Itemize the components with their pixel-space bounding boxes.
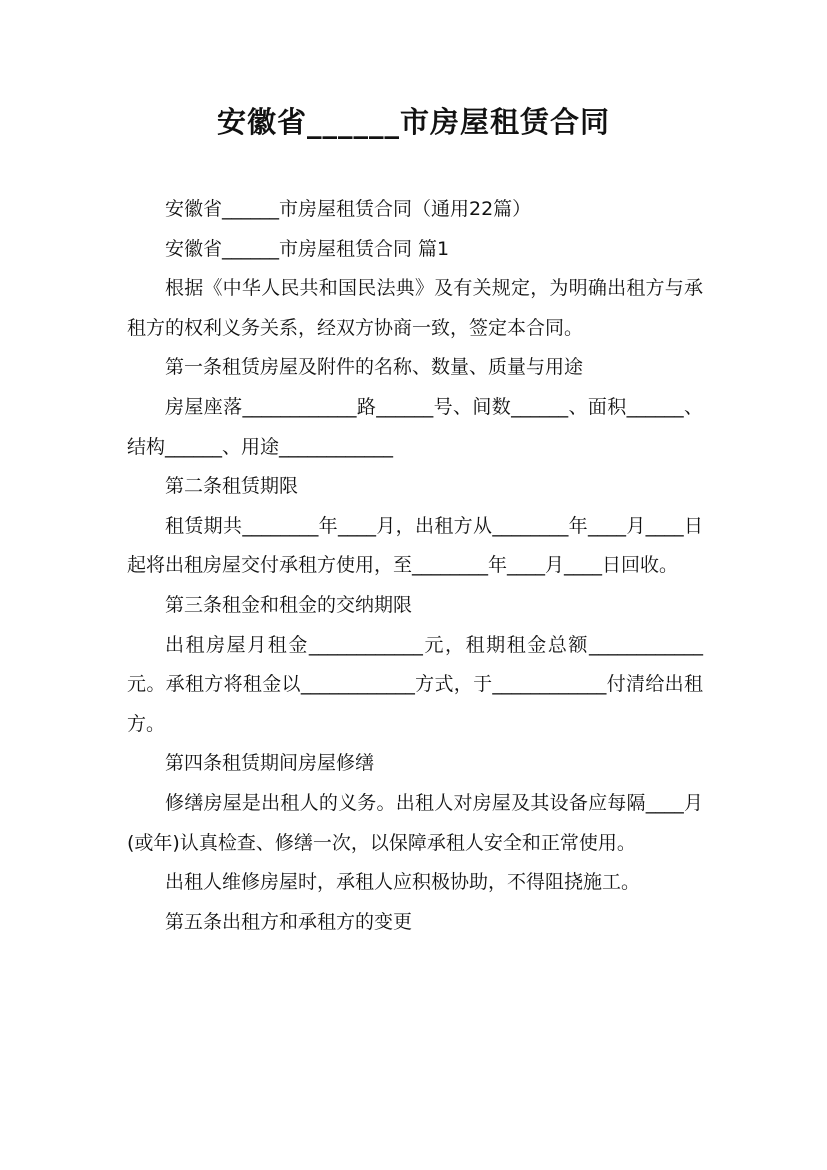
article-1-heading: 第一条租赁房屋及附件的名称、数量、质量与用途 — [165, 356, 584, 379]
paragraph-preamble: 根据《中华人民共和国民法典》及有关规定，为明确出租方与承租方的权利义务关系，经双方协商一致，签定本合同。 — [127, 277, 703, 339]
article-5-heading: 第五条出租方和承租方的变更 — [165, 910, 413, 933]
article-2-body: 租赁期共________年____月，出租方从________年____月____日起将出租房屋交付承租方使用，至________年____月____日回收。 — [127, 514, 703, 577]
article-4-body-2: 出租人维修房屋时，承租人应积极协助，不得阻挠施工。 — [165, 871, 641, 894]
article-4-heading: 第四条租赁期间房屋修缮 — [165, 752, 375, 775]
article-1-body: 房屋座落____________路______号、间数______、面积______、结构______、用途____________ — [127, 395, 703, 458]
article-2-heading: 第二条租赁期限 — [165, 475, 299, 498]
article-3-heading: 第三条租金和租金的交纳期限 — [165, 593, 413, 616]
article-4-body-1: 修缮房屋是出租人的义务。出租人对房屋及其设备应每隔____月(或年)认真检查、修缮一次，以保障承租人安全和正常使用。 — [127, 791, 703, 854]
paragraph-section-heading: 安徽省______市房屋租赁合同 篇1 — [165, 237, 450, 260]
paragraph-subtitle: 安徽省______市房屋租赁合同（通用22篇） — [165, 198, 532, 220]
article-3-body: 出租房屋月租金____________元，租期租金总额____________元。承租方将租金以____________方式，于____________付清给出租方。 — [127, 633, 703, 735]
document-title: 安徽省______市房屋租赁合同 — [216, 105, 610, 139]
document-body — [127, 190, 703, 942]
